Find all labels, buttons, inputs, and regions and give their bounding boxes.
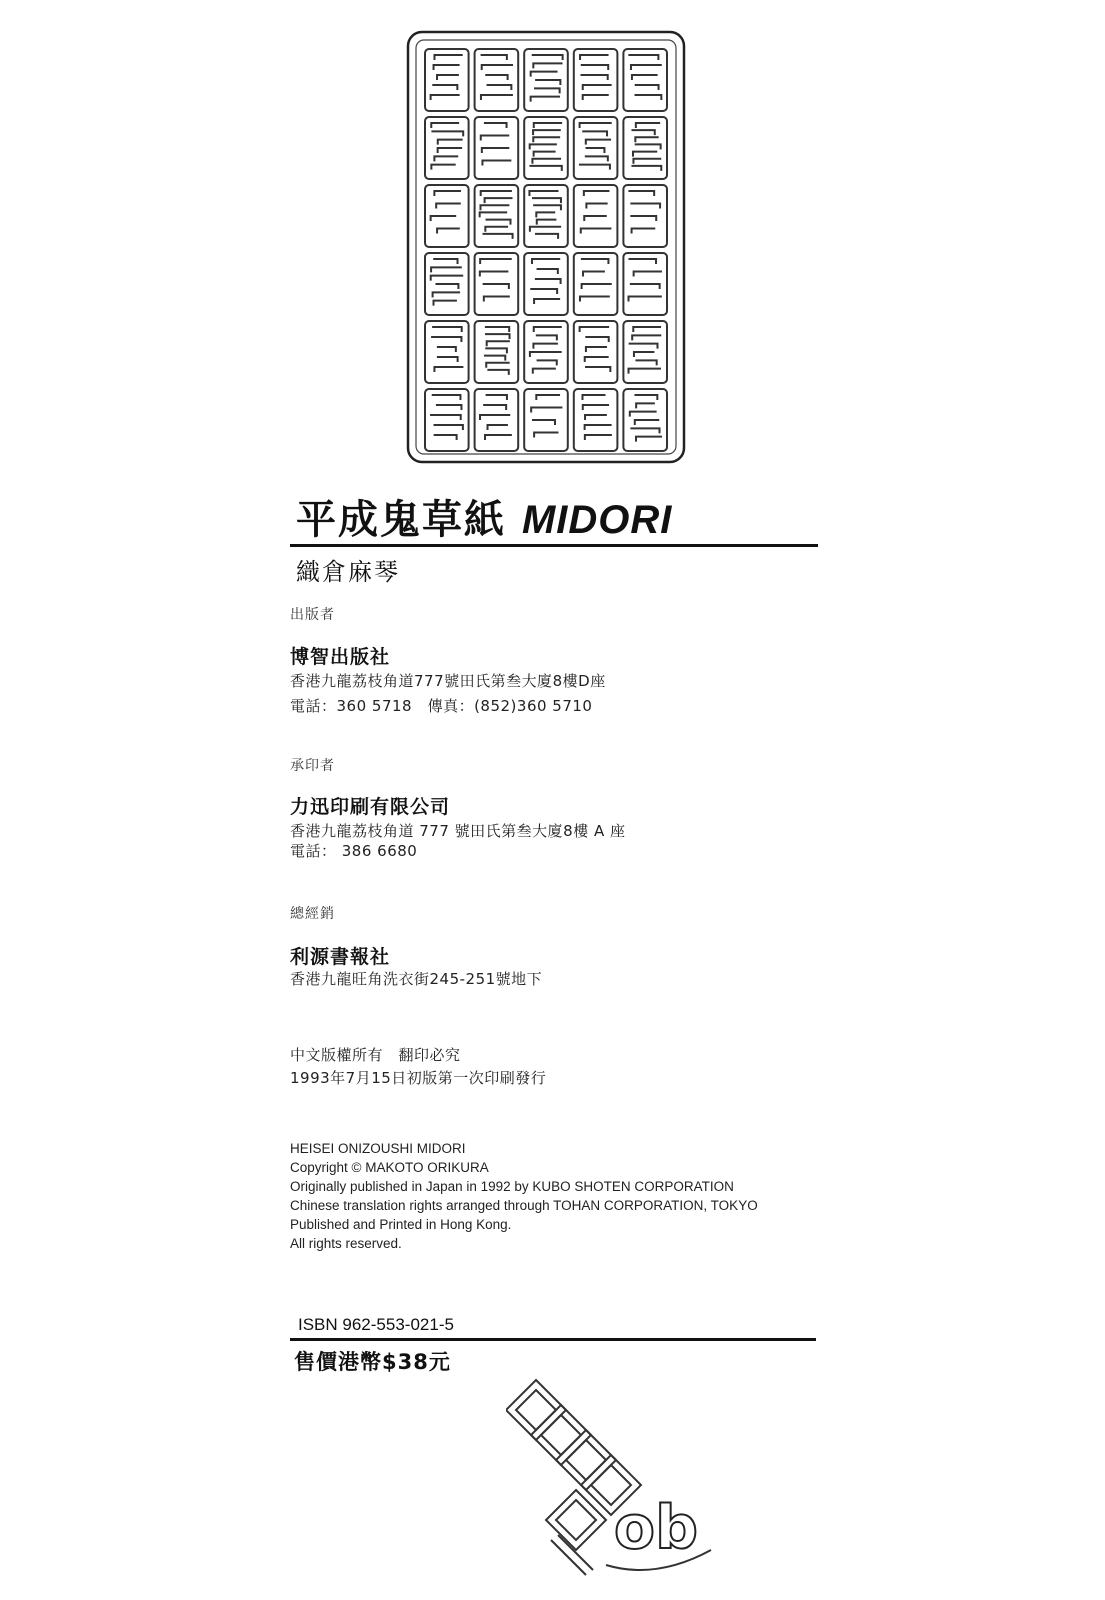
- seal-stamp-image: [404, 28, 688, 466]
- distributor-name: 利源書報社: [290, 946, 391, 968]
- publisher-name: 博智出版社: [290, 646, 391, 668]
- copyright-line: Copyright © MAKOTO ORIKURA: [290, 1160, 489, 1175]
- publisher-label: 出版者: [290, 607, 335, 623]
- distributor-address: 香港九龍旺角洗衣街245-251號地下: [290, 970, 543, 988]
- price-divider: [290, 1338, 816, 1341]
- price: 售價港幣$38元: [294, 1350, 451, 1374]
- printer-label: 承印者: [290, 758, 335, 774]
- distributor-label: 總經銷: [290, 906, 335, 922]
- logo-text: ob: [613, 1493, 699, 1563]
- book-title: [296, 488, 672, 545]
- copyright-line: Chinese translation rights arranged through TOHAN CORPORATION, TOKYO: [290, 1198, 758, 1213]
- book-title-latin: MIDORI: [521, 498, 673, 542]
- copyright-line: All rights reserved.: [290, 1236, 402, 1251]
- book-author: 織倉麻琴: [296, 558, 400, 586]
- copyright-line: HEISEI ONIZOUSHI MIDORI: [290, 1141, 466, 1156]
- publisher-address: 香港九龍荔枝角道777號田氏第叁大廈8樓D座: [290, 672, 606, 690]
- publisher-phone: 電話：360 5718 傳真：(852)360 5710: [290, 697, 593, 715]
- printer-address: 香港九龍荔枝角道 777 號田氏第叁大廈8樓 A 座: [290, 822, 626, 840]
- printer-name: 力迅印刷有限公司: [290, 796, 451, 818]
- isbn: ISBN 962-553-021-5: [298, 1315, 454, 1334]
- copyright-line: Originally published in Japan in 1992 by KUBO SHOTEN CORPORATION: [290, 1179, 734, 1194]
- publisher-logo-image: [506, 1370, 726, 1590]
- printer-phone: 電話： 386 6680: [290, 842, 418, 860]
- rights-reserved: 中文版權所有 翻印必究: [290, 1046, 461, 1064]
- copyright-line: Published and Printed in Hong Kong.: [290, 1217, 512, 1232]
- book-title-cjk: 平成鬼草紙: [296, 497, 506, 543]
- edition-date: 1993年7月15日初版第一次印刷發行: [290, 1069, 547, 1087]
- copyright-block: [290, 1139, 758, 1253]
- title-divider: [290, 544, 818, 547]
